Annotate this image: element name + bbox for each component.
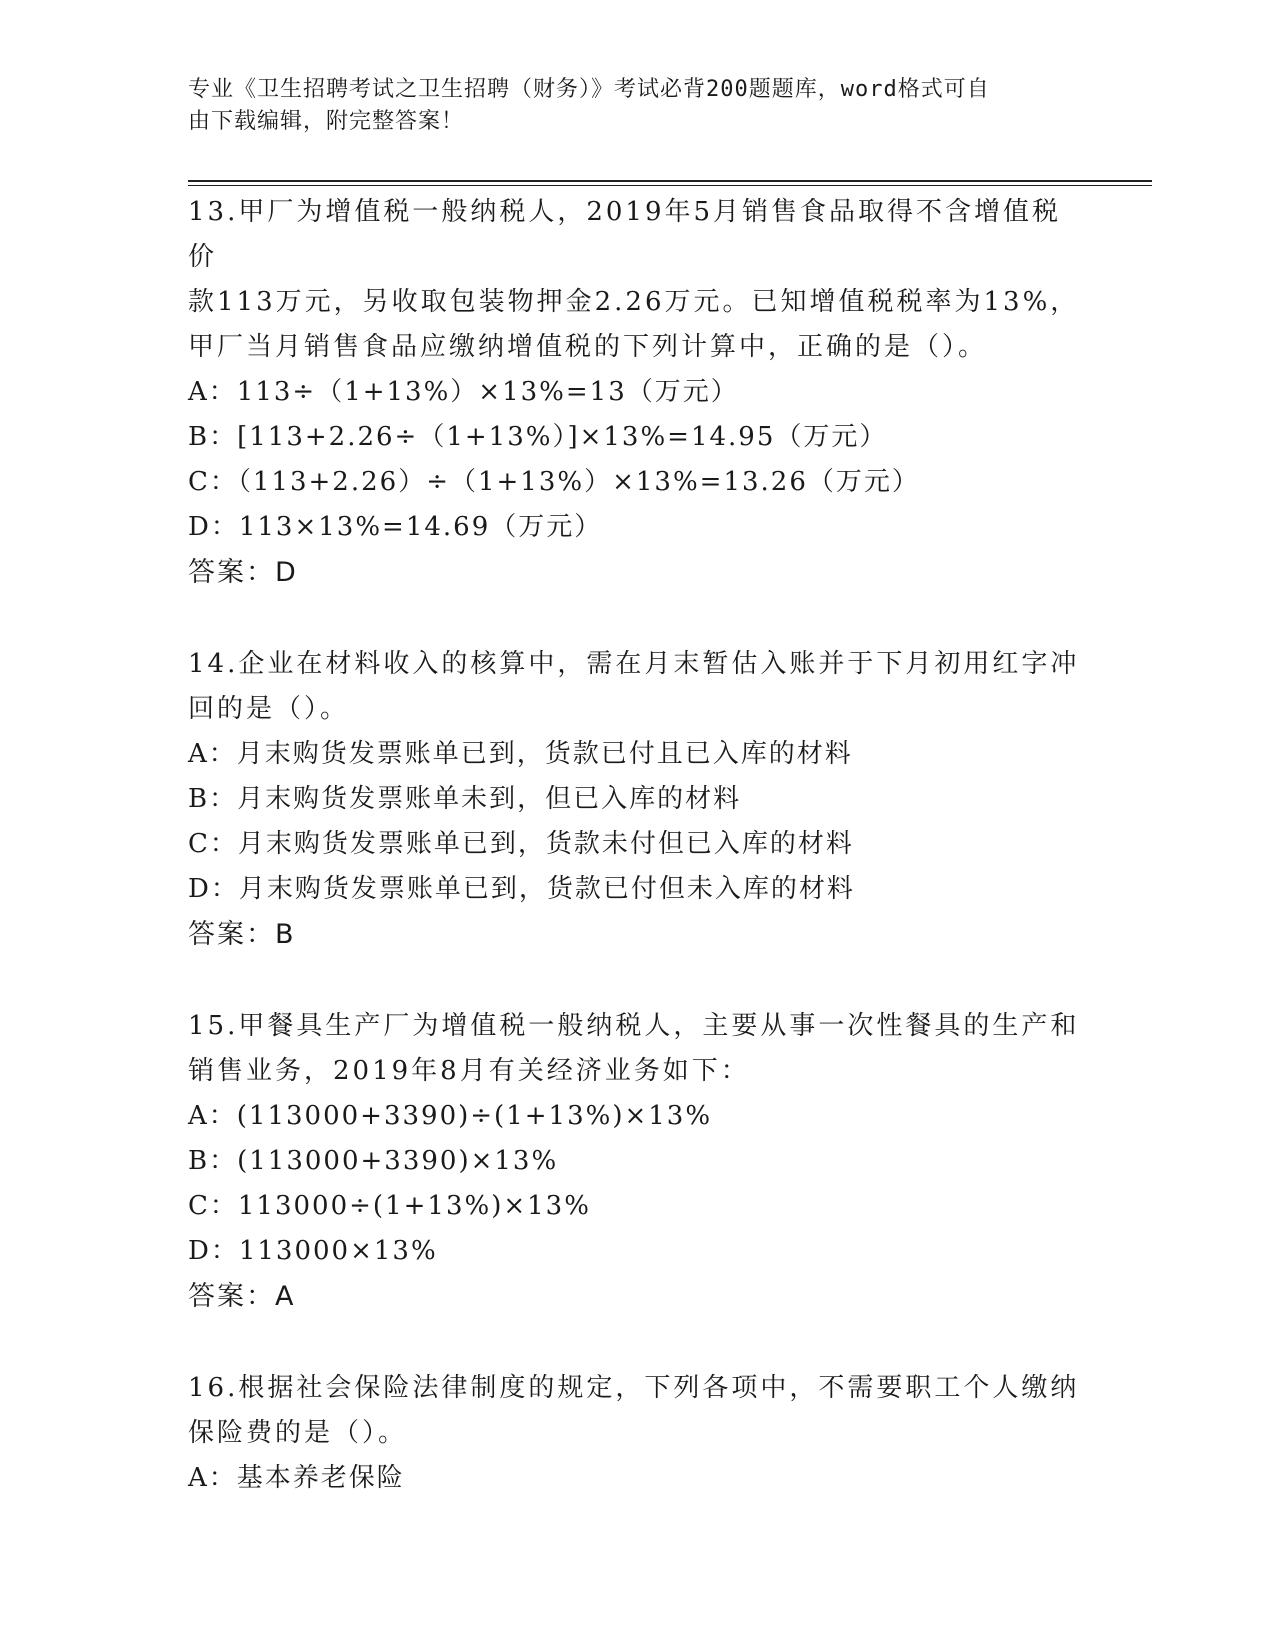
question-14 [188,642,1088,957]
question-gap [188,1319,1088,1366]
option-c: C：月末购货发票账单已到，货款未付但已入库的材料 [188,829,854,859]
answer: 答案：B [188,919,296,950]
question-13 [188,190,1088,595]
question-stem-line: 15.甲餐具生产厂为增值税一般纳税人，主要从事一次性餐具的生产和 [188,1011,1080,1041]
question-stem-line: 销售业务，2019年8月有关经济业务如下： [188,1056,750,1086]
question-16 [188,1366,1088,1501]
question-stem-line: 16.根据社会保险法律制度的规定，下列各项中，不需要职工个人缴纳 [188,1373,1080,1403]
header-divider-thick [188,180,1152,182]
question-stem-line: 保险费的是（）。 [188,1418,408,1448]
question-gap [188,957,1088,1004]
option-b: B：月末购货发票账单未到，但已入库的材料 [188,784,742,814]
question-list [188,190,1088,1501]
option-d: D：月末购货发票账单已到，货款已付但未入库的材料 [188,874,855,904]
question-15 [188,1004,1088,1319]
option-d: D：113×13%=14.69（万元） [188,512,603,542]
question-stem-line: 14.企业在材料收入的核算中，需在月末暂估入账并于下月初用红字冲 [188,649,1080,679]
option-a: A：月末购货发票账单已到，货款已付且已入库的材料 [188,739,853,769]
option-d: D：113000×13% [188,1236,438,1266]
document-header [188,74,1088,138]
answer: 答案：A [188,1281,296,1312]
question-stem-line: 款113万元，另收取包装物押金2.26万元。已知增值税税率为13%， [188,287,1080,317]
header-line-1: 专业《卫生招聘考试之卫生招聘（财务）》考试必背200题题库，word格式可自 [188,77,990,102]
question-gap [188,595,1088,642]
header-divider-thin [188,185,1152,186]
question-stem-line: 13.甲厂为增值税一般纳税人，2019年5月销售食品取得不含增值税价 [188,197,1062,272]
option-b: B：[113+2.26÷（1+13%）]×13%=14.95（万元） [188,422,888,452]
option-b: B：(113000+3390)×13% [188,1146,559,1176]
option-a: A：基本养老保险 [188,1463,405,1493]
option-a: A：113÷（1+13%）×13%=13（万元） [188,377,739,407]
question-stem-line: 甲厂当月销售食品应缴纳增值税的下列计算中，正确的是（）。 [188,332,988,362]
answer: 答案：D [188,557,298,588]
option-c: C：113000÷(1+13%)×13% [188,1191,591,1221]
header-line-2: 由下载编辑，附完整答案！ [188,109,465,134]
option-c: C：（113+2.26）÷（1+13%）×13%=13.26（万元） [188,467,920,497]
option-a: A：(113000+3390)÷(1+13%)×13% [188,1101,713,1131]
question-stem-line: 回的是（）。 [188,694,350,724]
